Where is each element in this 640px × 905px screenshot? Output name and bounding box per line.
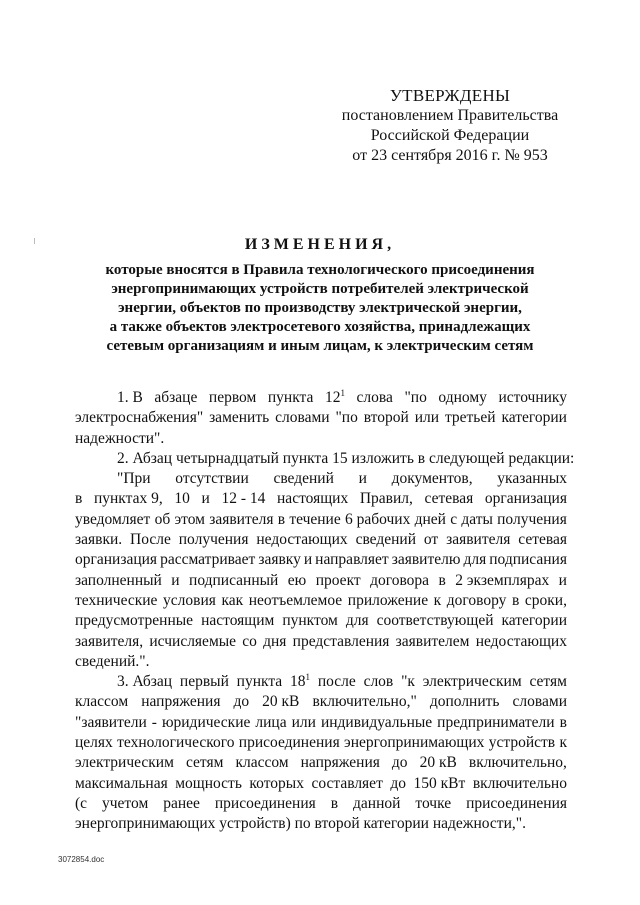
paragraph-3-line-3: "заявители - юридические лица или индивидуальные предприниматели в (75, 713, 567, 731)
paragraph-2-line-10: заявителя, исчисляемые со дня представления заявителем недостающих (75, 632, 567, 650)
paragraph-2-line-8: технические условия как неотъемлемое приложение к договору в сроки, (75, 591, 567, 609)
approval-line-3: Российской Федерации (370, 127, 530, 144)
paragraph-2-line-3: в пунктах 9, 10 и 12 - 14 настоящих Правил, сетевая организация (75, 490, 567, 508)
paragraph-3-line-6: максимальная мощность которых составляет до 150 кВт включительно (75, 774, 567, 792)
paragraph-2-line-1: 2. Абзац четырнадцатый пункта 15 изложить в следующей редакции: (117, 449, 575, 467)
paragraph-1-line-1: 1. В абзаце первом пункта $12^1$ слова "по одному источнику (75, 388, 567, 408)
document-title: ИЗМЕНЕНИЯ, (244, 236, 396, 253)
paragraph-2-line-6: организация рассматривает заявку и направляет заявителю для подписания (75, 551, 567, 569)
paragraph-1-line-3: надежности". (75, 429, 165, 447)
subtitle-line: сетевым организациям и иным лицам, к электрическим сетям (106, 338, 534, 354)
subtitle-line: энергопринимающих устройств потребителей электрической (111, 281, 529, 297)
subtitle-line: энергии, объектов по производству электрической энергии, (118, 300, 522, 316)
paragraph-2-line-5: заявки. После получения недостающих сведений от заявителя сетевая (75, 531, 567, 549)
approval-line-2: постановлением Правительства (341, 107, 559, 124)
paragraph-3-line-8: энергопринимающих устройств) по второй категории надежности,". (75, 815, 526, 833)
paragraph-3-line-7: (с учетом ранее присоединения в данной точке присоединения (75, 794, 567, 812)
paragraph-3-line-4: целях технологического присоединения энергопринимающих устройств к (75, 734, 567, 752)
document-subtitle (80, 261, 560, 356)
paragraph-2-line-4: уведомляет об этом заявителя в течение 6 рабочих дней с даты получения (75, 510, 567, 528)
paragraph-3-line-1: 3. Абзац первый пункта $18^1$ после слов "к электрическим сетям (75, 672, 567, 692)
clause-reference: $12^1$ (324, 387, 345, 406)
paragraph-1-line-2: электроснабжения" заменить словами "по второй или третьей категории (75, 409, 567, 427)
clause-reference: $18^1$ (290, 672, 310, 691)
approval-heading: УТВЕРЖДЕНЫ (389, 86, 511, 105)
document-body (75, 387, 575, 835)
subtitle-line: которые вносятся в Правила технологического присоединения (105, 262, 535, 278)
subtitle-line: а также объектов электросетевого хозяйства, принадлежащих (109, 319, 531, 335)
file-name-footer: 3072854.doc (58, 855, 105, 864)
paragraph-2-line-7: заполненный и подписанный ею проект договора в 2 экземплярах и (75, 571, 567, 589)
paragraph-2-line-9: предусмотренные настоящим пунктом для соответствующей категории (75, 612, 567, 630)
paragraph-2-line-2: "При отсутствии сведений и документов, указанных (117, 470, 567, 488)
approval-block (340, 86, 560, 166)
paragraph-2-line-11: сведений.". (75, 652, 150, 670)
paragraph-3-line-5: электрическим сетям классом напряжения до 20 кВ включительно, (75, 754, 567, 772)
approval-line-4: от 23 сентября 2016 г. № 953 (352, 147, 548, 164)
paragraph-3-line-2: классом напряжения до 20 кВ включительно," дополнить словами (75, 693, 567, 711)
